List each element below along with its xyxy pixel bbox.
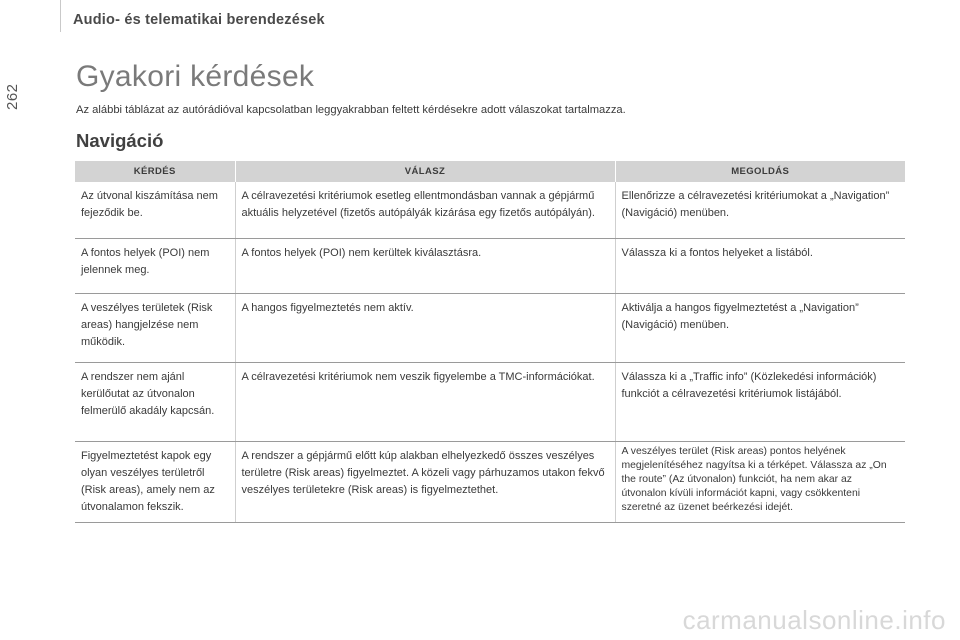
header-divider xyxy=(60,0,61,32)
solution-cell: Ellenőrizze a célravezetési kritériumokat a „Navigation” (Navigáció) menüben. xyxy=(615,182,905,239)
solution-cell: Válassza ki a fontos helyeket a listából. xyxy=(615,239,905,294)
page-title: Gyakori kérdések xyxy=(76,60,315,93)
section-title: Navigáció xyxy=(76,130,164,151)
question-cell: A rendszer nem ajánl kerülőutat az útvonalon felmerülő akadály kapcsán. xyxy=(75,363,235,442)
question-cell: A veszélyes területek (Risk areas) hangjelzése nem működik. xyxy=(75,294,235,363)
table-row xyxy=(75,294,905,363)
faq-table xyxy=(75,161,905,523)
intro-text: Az alábbi táblázat az autórádióval kapcsolatban leggyakrabban feltett kérdésekre adott válaszokat tartalmazza. xyxy=(76,104,626,116)
page-number: 262 xyxy=(4,83,21,110)
column-header-answer: VÁLASZ xyxy=(235,161,615,182)
column-header-solution: MEGOLDÁS xyxy=(615,161,905,182)
question-cell: A fontos helyek (POI) nem jelennek meg. xyxy=(75,239,235,294)
solution-cell: Aktiválja a hangos figyelmeztetést a „Navigation” (Navigáció) menüben. xyxy=(615,294,905,363)
solution-cell: Válassza ki a „Traffic info” (Közlekedési információk) funkciót a célravezetési kritériumok listájából. xyxy=(615,363,905,442)
question-cell: Figyelmeztetést kapok egy olyan veszélyes területről (Risk areas), amely nem az útvonalamon fekszik. xyxy=(75,442,235,523)
solution-cell: A veszélyes terület (Risk areas) pontos helyének megjelenítéséhez nagyítsa ki a térképet. Válassza az „On the route” (Az útvonalon) funkciót, ha nem akar az útvonalon kívüli információt kapni, vagy csökkenteni szeretné az üzenet beérkezési idejét. xyxy=(615,442,905,523)
table-header-row xyxy=(75,161,905,182)
answer-cell: A célravezetési kritériumok nem veszik figyelembe a TMC-információkat. xyxy=(235,363,615,442)
answer-cell: A hangos figyelmeztetés nem aktív. xyxy=(235,294,615,363)
table-row xyxy=(75,442,905,523)
table-row xyxy=(75,182,905,239)
column-header-question: KÉRDÉS xyxy=(75,161,235,182)
table-row xyxy=(75,363,905,442)
watermark: carmanualsonline.info xyxy=(682,605,946,635)
chapter-header: Audio- és telematikai berendezések xyxy=(73,12,325,28)
question-cell: Az útvonal kiszámítása nem fejeződik be. xyxy=(75,182,235,239)
answer-cell: A célravezetési kritériumok esetleg ellentmondásban vannak a gépjármű aktuális helyzetével (fizetős autópályák kizárása egy fizetős autópályán). xyxy=(235,182,615,239)
table-row xyxy=(75,239,905,294)
answer-cell: A rendszer a gépjármű előtt kúp alakban elhelyezkedő összes veszélyes területre (Risk areas) figyelmeztet. A közeli vagy párhuzamos utakon fekvő veszélyes területekre (Risk areas) is figyelmeztethet. xyxy=(235,442,615,523)
answer-cell: A fontos helyek (POI) nem kerültek kiválasztásra. xyxy=(235,239,615,294)
